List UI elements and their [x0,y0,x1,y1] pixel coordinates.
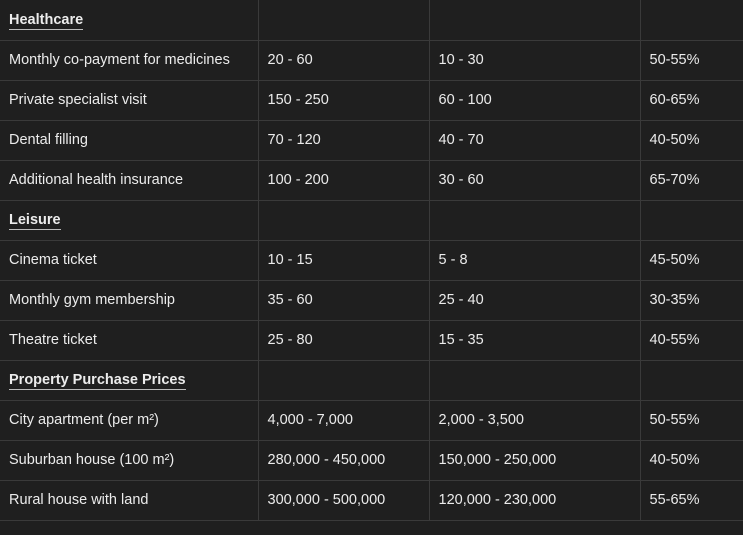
empty-cell [258,360,429,400]
empty-cell [640,0,743,40]
percentage: 30-35% [640,280,743,320]
section-title: Property Purchase Prices [9,372,186,388]
section-title-cell [0,360,258,400]
item-name: Cinema ticket [0,240,258,280]
table-row [0,160,743,200]
table-row [0,280,743,320]
item-name: Additional health insurance [0,160,258,200]
price-range-2: 15 - 35 [429,320,640,360]
section-title: Leisure [9,212,61,228]
price-range-1: 25 - 80 [258,320,429,360]
price-range-1: 4,000 - 7,000 [258,400,429,440]
price-range-1: 150 - 250 [258,80,429,120]
item-name: Rural house with land [0,480,258,520]
item-name: Suburban house (100 m²) [0,440,258,480]
price-range-1: 300,000 - 500,000 [258,480,429,520]
price-range-2: 60 - 100 [429,80,640,120]
empty-cell [429,360,640,400]
price-range-2: 10 - 30 [429,40,640,80]
percentage: 50-55% [640,40,743,80]
price-range-2: 30 - 60 [429,160,640,200]
section-header-row [0,0,743,40]
price-range-2: 25 - 40 [429,280,640,320]
price-range-1: 280,000 - 450,000 [258,440,429,480]
section-header-row [0,360,743,400]
section-title-cell [0,200,258,240]
price-range-1: 10 - 15 [258,240,429,280]
table-row [0,440,743,480]
percentage: 55-65% [640,480,743,520]
section-title-cell [0,0,258,40]
empty-cell [258,0,429,40]
price-range-2: 120,000 - 230,000 [429,480,640,520]
price-range-2: 150,000 - 250,000 [429,440,640,480]
item-name: City apartment (per m²) [0,400,258,440]
empty-cell [429,200,640,240]
empty-cell [640,200,743,240]
percentage: 40-50% [640,440,743,480]
item-name: Dental filling [0,120,258,160]
price-range-2: 2,000 - 3,500 [429,400,640,440]
percentage: 60-65% [640,80,743,120]
item-name: Monthly co-payment for medicines [0,40,258,80]
price-range-2: 40 - 70 [429,120,640,160]
empty-cell [640,360,743,400]
table-row [0,320,743,360]
table-row [0,480,743,520]
table-row [0,400,743,440]
percentage: 65-70% [640,160,743,200]
empty-cell [258,200,429,240]
percentage: 40-55% [640,320,743,360]
section-title: Healthcare [9,11,84,28]
price-range-1: 100 - 200 [258,160,429,200]
price-range-1: 70 - 120 [258,120,429,160]
percentage: 40-50% [640,120,743,160]
price-range-1: 20 - 60 [258,40,429,80]
table-row [0,120,743,160]
table-row [0,40,743,80]
item-name: Private specialist visit [0,80,258,120]
percentage: 45-50% [640,240,743,280]
empty-cell [429,0,640,40]
section-header-row [0,200,743,240]
table-row [0,80,743,120]
price-range-1: 35 - 60 [258,280,429,320]
price-range-2: 5 - 8 [429,240,640,280]
table-row [0,240,743,280]
item-name: Theatre ticket [0,320,258,360]
item-name: Monthly gym membership [0,280,258,320]
percentage: 50-55% [640,400,743,440]
